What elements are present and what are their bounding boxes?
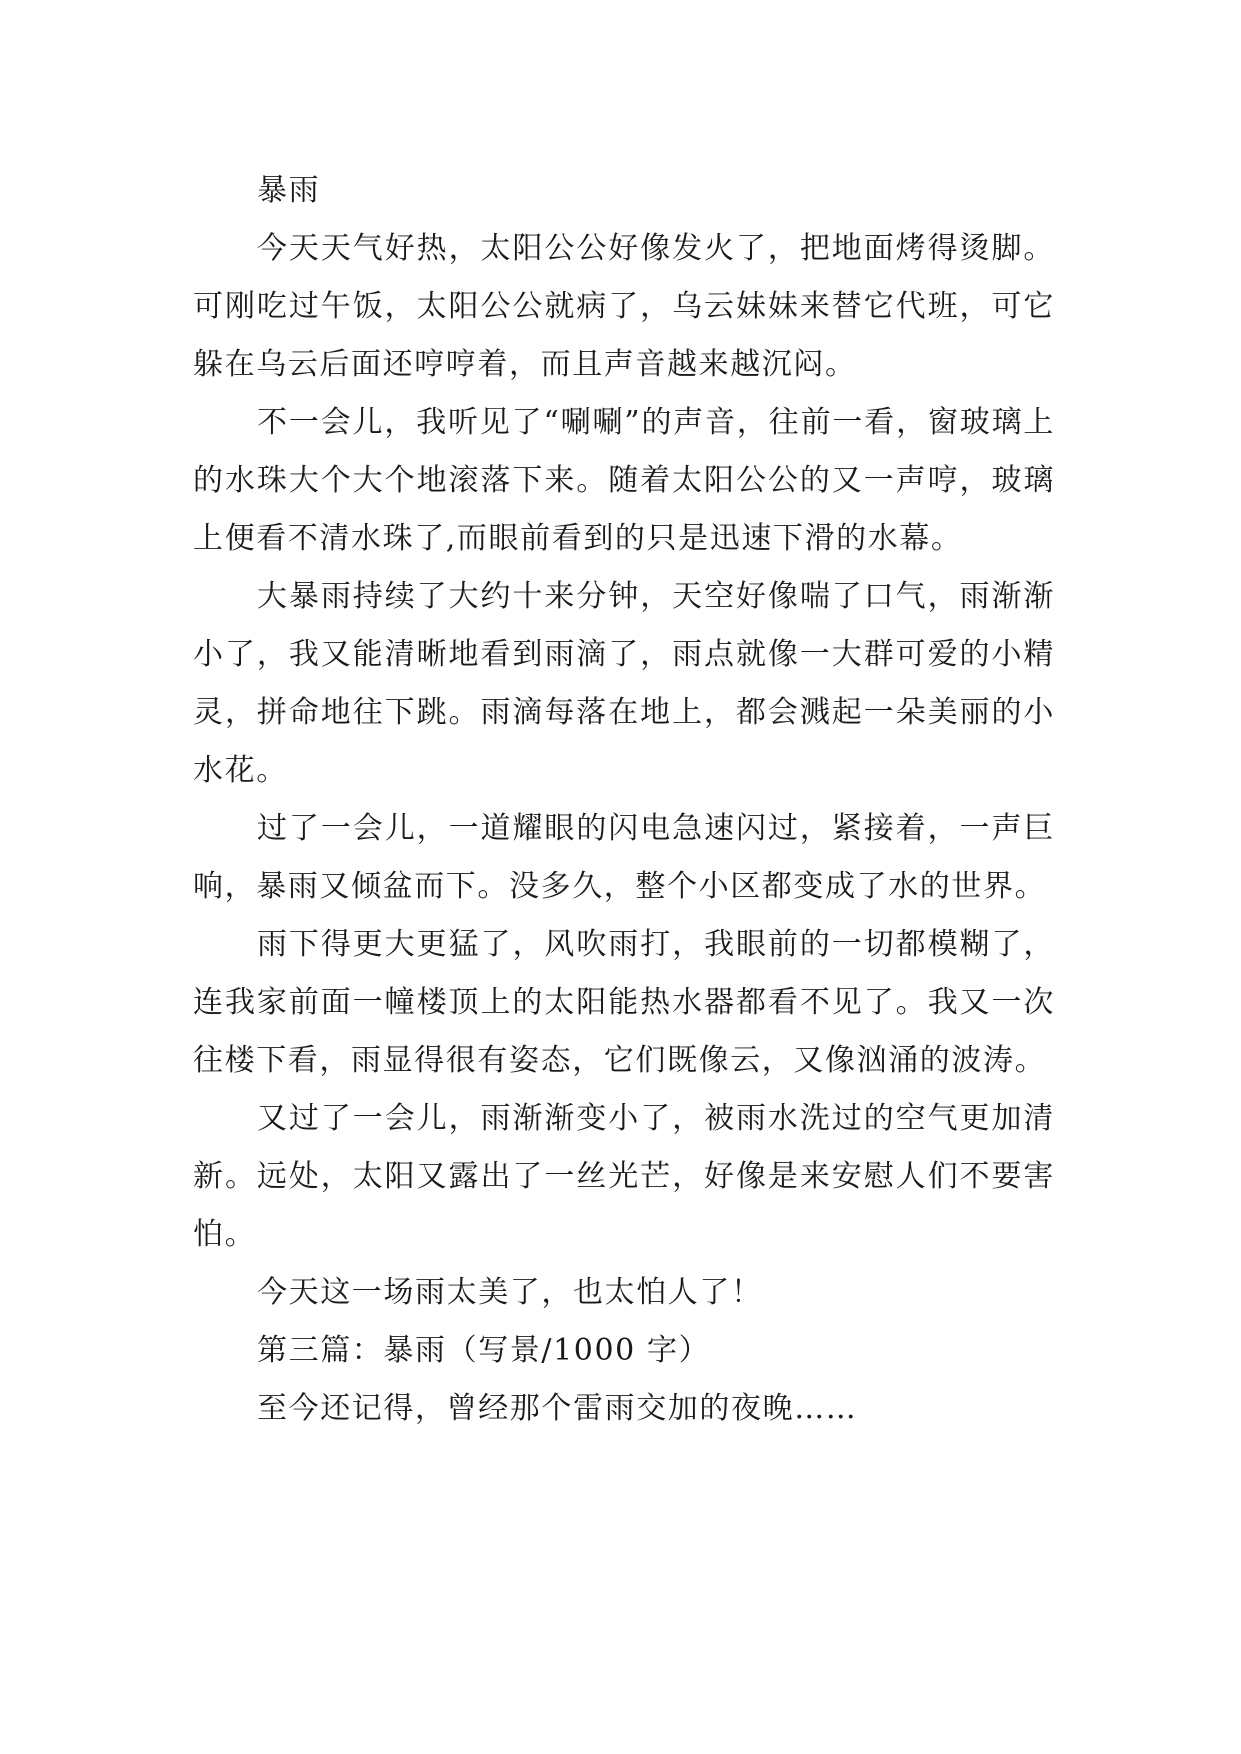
essay-title: 暴雨 <box>257 173 321 208</box>
paragraph-9: 至今还记得，曾经那个雷雨交加的夜晚…… <box>257 1391 858 1426</box>
paragraph-4: 过了一会儿，一道耀眼的闪电急速闪过，紧接着，一声巨响，暴雨又倾盆而下。没多久，整个小区都变成了水的世界。 <box>193 811 1055 904</box>
paragraph-5: 雨下得更大更猛了，风吹雨打，我眼前的一切都模糊了，连我家前面一幢楼顶上的太阳能热水器都看不见了。我又一次往楼下看，雨显得很有姿态，它们既像云，又像汹涌的波涛。 <box>193 927 1055 1078</box>
document-body <box>193 162 1055 1438</box>
paragraph-6: 又过了一会儿，雨渐渐变小了，被雨水洗过的空气更加清新。远处，太阳又露出了一丝光芒，好像是来安慰人们不要害怕。 <box>193 1101 1055 1252</box>
section-heading: 第三篇：暴雨（写景/1000 字） <box>257 1333 711 1368</box>
paragraph-1: 今天天气好热，太阳公公好像发火了，把地面烤得烫脚。可刚吃过午饭，太阳公公就病了，乌云妹妹来替它代班，可它躲在乌云后面还哼哼着，而且声音越来越沉闷。 <box>193 231 1055 382</box>
paragraph-3: 大暴雨持续了大约十来分钟，天空好像喘了口气，雨渐渐小了，我又能清晰地看到雨滴了，雨点就像一大群可爱的小精灵，拼命地往下跳。雨滴每落在地上，都会溅起一朵美丽的小水花。 <box>193 579 1055 788</box>
paragraph-7: 今天这一场雨太美了，也太怕人了！ <box>257 1275 763 1310</box>
paragraph-2: 不一会儿，我听见了“唰唰”的声音，往前一看，窗玻璃上的水珠大个大个地滚落下来。随着太阳公公的又一声哼，玻璃上便看不清水珠了,而眼前看到的只是迅速下滑的水幕。 <box>193 405 1055 556</box>
